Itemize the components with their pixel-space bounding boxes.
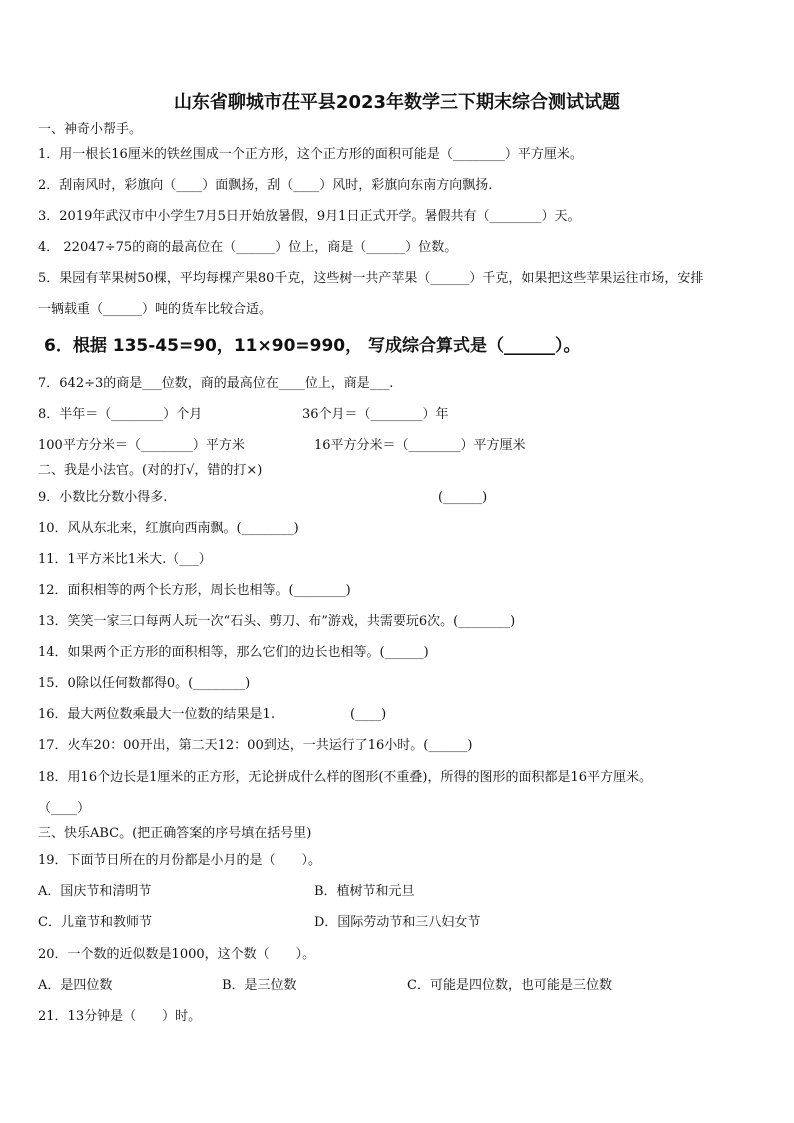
question-8-part-2: 36个月＝（________）年 xyxy=(302,407,449,422)
question-19-option-a: A．国庆节和清明节 xyxy=(38,884,152,899)
question-16: 16．最大两位数乘最大一位数的结果是1. xyxy=(38,707,275,722)
question-19-option-b: B．植树节和元旦 xyxy=(314,884,415,899)
question-20-option-b: B．是三位数 xyxy=(222,978,297,993)
question-1: 1．用一根长16厘米的铁丝围成一个正方形，这个正方形的面积可能是（________）平方厘米。 xyxy=(38,147,583,162)
question-15: 15．0除以任何数都得0。(________) xyxy=(38,676,251,691)
page-title: 山东省聊城市茌平县2023年数学三下期末综合测试试题 xyxy=(173,92,621,113)
section-heading-2: 二、我是小法官。(对的打√，错的打×) xyxy=(38,463,263,478)
question-3: 3．2019年武汉市中小学生7月5日开始放暑假，9月1日正式开学。暑假共有（________）天。 xyxy=(38,209,581,224)
question-18-answer-blank: （____） xyxy=(38,801,91,816)
question-21: 21．13分钟是（ ）时。 xyxy=(38,1009,202,1024)
question-2: 2．刮南风时，彩旗向（____）面飘扬，刮（____）风时，彩旗向东南方向飘扬. xyxy=(38,178,493,193)
question-12: 12．面积相等的两个长方形，周长也相等。(________) xyxy=(38,583,351,598)
question-11: 11．1平方米比1米大.（___） xyxy=(38,552,212,567)
question-5-line-1: 5．果园有苹果树50棵，平均每棵产果80千克，这些树一共产苹果（______）千克，如果把这些苹果运往市场，安排 xyxy=(38,271,704,286)
question-19-option-d: D．国际劳动节和三八妇女节 xyxy=(314,915,481,930)
question-4: 4． 22047÷75的商的最高位在（______）位上，商是（______）位数。 xyxy=(38,240,458,255)
question-20: 20．一个数的近似数是1000，这个数（ ）。 xyxy=(38,947,316,962)
question-8-part-1: 8．半年＝（________）个月 xyxy=(38,407,203,422)
question-18-line-1: 18．用16个边长是1厘米的正方形，无论拼成什么样的图形(不重叠)，所得的图形的面积都是16平方厘米。 xyxy=(38,770,653,785)
section-heading-3: 三、快乐ABC。(把正确答案的序号填在括号里) xyxy=(38,826,312,841)
question-8-part-4: 16平方分米＝（________）平方厘米 xyxy=(314,438,526,453)
question-7: 7．642÷3的商是___位数，商的最高位在____位上，商是___. xyxy=(38,376,394,391)
question-8-part-3: 100平方分米＝（________）平方米 xyxy=(38,438,245,453)
question-20-option-a: A．是四位数 xyxy=(38,978,113,993)
question-19: 19．下面节日所在的月份都是小月的是（ ）。 xyxy=(38,853,322,868)
question-16-answer-blank: (____) xyxy=(350,707,387,722)
question-19-option-c: C．儿童节和教师节 xyxy=(38,915,152,930)
section-heading-1: 一、神奇小帮手。 xyxy=(38,122,143,137)
question-5-line-2: 一辆载重（______）吨的货车比较合适。 xyxy=(38,302,273,317)
question-14: 14．如果两个正方形的面积相等，那么它们的边长也相等。(______) xyxy=(38,645,429,660)
question-9-answer-blank: (______) xyxy=(438,490,488,505)
question-10: 10．风从东北来，红旗向西南飘。(________) xyxy=(38,521,299,536)
question-13: 13．笑笑一家三口每两人玩一次“石头、剪刀、布”游戏，共需要玩6次。(________) xyxy=(38,614,516,629)
question-9: 9．小数比分数小得多. xyxy=(38,490,168,505)
question-20-option-c: C．可能是四位数，也可能是三位数 xyxy=(407,978,612,993)
question-6: 6．根据 135-45=90，11×90=990， 写成综合算式是（______）。 xyxy=(44,336,581,356)
question-17: 17．火车20：00开出，第二天12：00到达，一共运行了16小时。(______) xyxy=(38,738,473,753)
